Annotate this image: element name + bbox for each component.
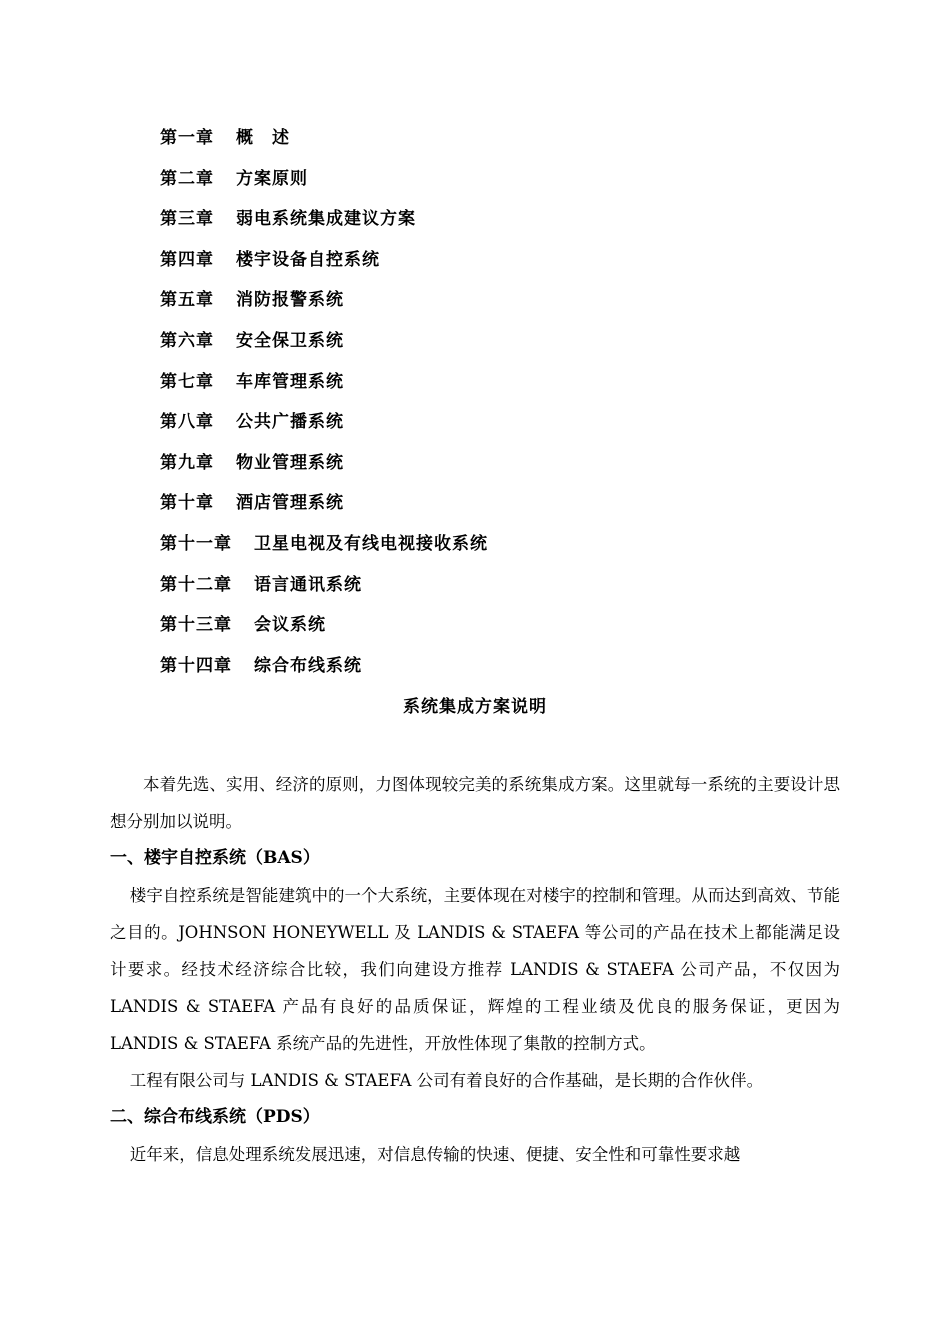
toc-chapter-number: 第六章 bbox=[160, 330, 214, 351]
toc-chapter-title: 消防报警系统 bbox=[236, 290, 344, 311]
bas-partner-paragraph: 工程有限公司与 LANDIS & STAEFA 公司有着良好的合作基础，是长期的合作伙伴。 bbox=[129, 1071, 764, 1090]
document-title: 系统集成方案说明 bbox=[403, 697, 547, 717]
toc-item bbox=[160, 449, 488, 490]
toc-chapter-number: 第十章 bbox=[160, 493, 214, 514]
toc-item bbox=[160, 165, 488, 206]
toc-chapter-number: 第十四章 bbox=[160, 655, 232, 676]
toc-chapter-title: 语言通讯系统 bbox=[254, 574, 362, 595]
toc-chapter-number: 第九章 bbox=[160, 452, 214, 473]
toc-item bbox=[160, 205, 488, 246]
toc-chapter-number: 第十二章 bbox=[160, 574, 232, 595]
toc-chapter-title: 综合布线系统 bbox=[254, 655, 362, 676]
toc-chapter-title: 弱电系统集成建议方案 bbox=[236, 209, 416, 230]
toc-item bbox=[160, 408, 488, 449]
table-of-contents bbox=[160, 124, 488, 692]
pds-paragraph: 近年来，信息处理系统发展迅速，对信息传输的快速、便捷、安全性和可靠性要求越 bbox=[129, 1145, 741, 1164]
toc-chapter-number: 第十三章 bbox=[160, 615, 232, 636]
toc-chapter-number: 第一章 bbox=[160, 128, 214, 148]
toc-chapter-number: 第十一章 bbox=[160, 533, 232, 554]
toc-item bbox=[160, 368, 488, 409]
toc-chapter-title: 方案原则 bbox=[236, 168, 308, 189]
section-heading-pds: 二、综合布线系统（PDS） bbox=[110, 1107, 320, 1127]
toc-chapter-title: 安全保卫系统 bbox=[236, 330, 344, 351]
toc-item bbox=[160, 611, 488, 652]
toc-item bbox=[160, 571, 488, 612]
toc-item bbox=[160, 489, 488, 530]
intro-paragraph: 本着先选、实用、经济的原则，力图体现较完美的系统集成方案。这里就每一系统的主要设计思想分别加以说明。 bbox=[110, 775, 840, 831]
toc-chapter-number: 第四章 bbox=[160, 249, 214, 270]
toc-item bbox=[160, 652, 488, 693]
toc-item bbox=[160, 327, 488, 368]
toc-item bbox=[160, 124, 488, 165]
toc-chapter-title: 会议系统 bbox=[254, 615, 326, 636]
toc-item bbox=[160, 286, 488, 327]
toc-chapter-title: 卫星电视及有线电视接收系统 bbox=[254, 533, 488, 554]
section-heading-bas: 一、楼宇自控系统（BAS） bbox=[110, 848, 320, 868]
document-body bbox=[110, 766, 840, 1173]
toc-chapter-title: 酒店管理系统 bbox=[236, 493, 344, 514]
toc-chapter-title: 物业管理系统 bbox=[236, 452, 344, 473]
toc-chapter-number: 第三章 bbox=[160, 209, 214, 230]
toc-chapter-number: 第五章 bbox=[160, 290, 214, 311]
toc-chapter-number: 第七章 bbox=[160, 371, 214, 392]
bas-paragraph: 楼宇自控系统是智能建筑中的一个大系统，主要体现在对楼宇的控制和管理。从而达到高效、节能之目的。JOHNSON HONEYWELL 及 LANDIS & STAEFA 等公司的产品在技术上都能满足设计要求。经技术经济综合比较，我们向建设方推荐 LANDIS & STAEFA 公司产品，不仅因为 LANDIS & STAEFA 产品有良好的品质保证，辉煌的工程业绩及优良的服务保证，更因为 LANDIS & STAEFA 系统产品的先进性，开放性体现了集散的控制方式。 bbox=[110, 886, 840, 1053]
toc-chapter-number: 第八章 bbox=[160, 412, 214, 433]
toc-chapter-number: 第二章 bbox=[160, 168, 214, 189]
toc-chapter-title: 公共广播系统 bbox=[236, 412, 344, 433]
toc-chapter-title: 楼宇设备自控系统 bbox=[236, 249, 380, 270]
toc-item bbox=[160, 530, 488, 571]
toc-item bbox=[160, 246, 488, 287]
toc-chapter-title: 概 述 bbox=[236, 128, 290, 148]
toc-chapter-title: 车库管理系统 bbox=[236, 371, 344, 392]
